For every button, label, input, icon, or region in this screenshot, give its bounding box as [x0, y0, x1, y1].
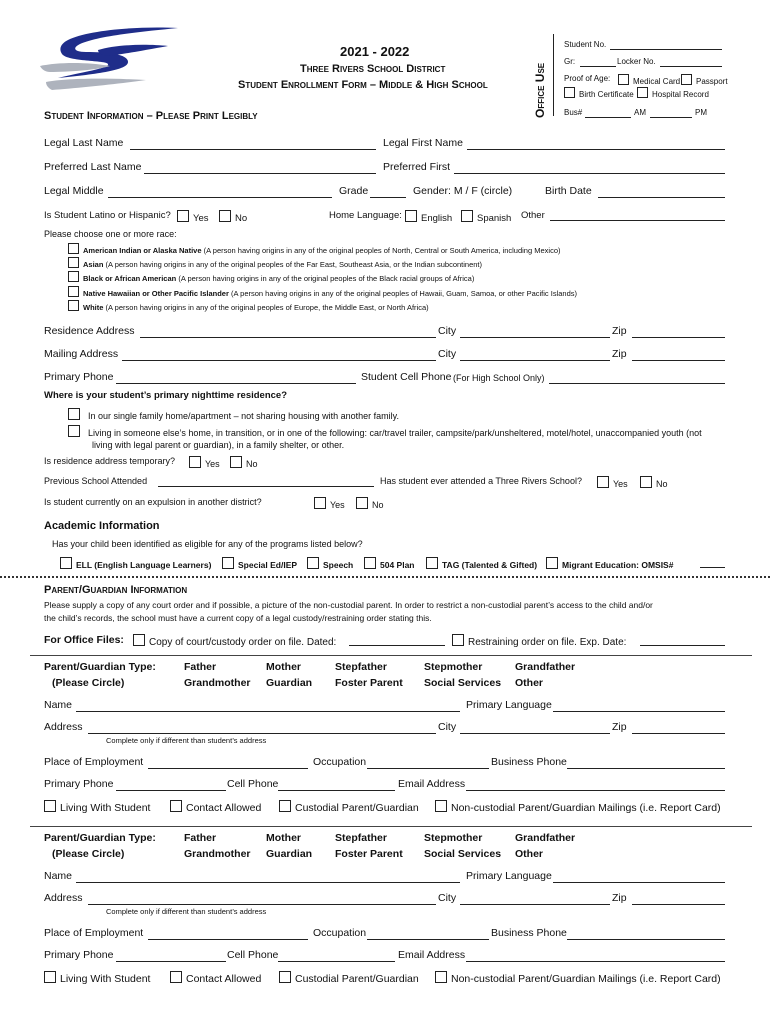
parent2-email-label: Email Address	[398, 949, 466, 961]
type-father[interactable]: Father	[184, 832, 217, 844]
latino-no-checkbox[interactable]	[219, 210, 231, 222]
parent1-zip-label: Zip	[612, 721, 627, 733]
parent2-zip-label: Zip	[612, 892, 627, 904]
passport-label: Passport	[696, 77, 728, 86]
parent2-employment-field[interactable]	[148, 939, 308, 940]
parent2-custodial-label: Custodial Parent/Guardian	[295, 973, 419, 985]
type-mother[interactable]: Mother	[266, 661, 301, 673]
program-label: Migrant Education: OMSIS#	[562, 560, 674, 570]
court-order-label: Copy of court/custody order on file. Dated:	[149, 637, 337, 648]
am-label: AM	[634, 108, 646, 117]
parent2-business-phone-field[interactable]	[567, 939, 725, 940]
type-stepmother[interactable]: Stepmother	[424, 661, 483, 673]
speech-checkbox[interactable]	[307, 557, 319, 569]
parent2-cell-phone-label: Cell Phone	[227, 949, 279, 961]
parent2-employment-label: Place of Employment	[44, 927, 144, 939]
parent1-cell-phone-label: Cell Phone	[227, 778, 279, 790]
attended-no-label: No	[656, 479, 668, 489]
parent1-custodial-checkbox[interactable]	[279, 800, 291, 812]
attended-yes-label: Yes	[613, 479, 628, 489]
preferred-first-field[interactable]	[454, 173, 725, 174]
race-row: Black or African American (A person having origins in any of the original peoples of the Black racial groups of Africa)	[68, 271, 474, 283]
parent2-zip-field[interactable]	[632, 904, 725, 905]
medical-card-checkbox[interactable]	[618, 74, 629, 85]
migrant-ed-checkbox[interactable]	[546, 557, 558, 569]
parent1-city-field[interactable]	[460, 733, 610, 734]
gr-field[interactable]	[580, 66, 616, 67]
office-use-divider	[553, 34, 554, 116]
parent1-zip-field[interactable]	[632, 733, 725, 734]
type-mother[interactable]: Mother	[266, 832, 301, 844]
parent1-noncustodial-label: Non-custodial Parent/Guardian Mailings (i.e. Report Card)	[451, 802, 721, 814]
parent2-email-field[interactable]	[466, 961, 725, 962]
parent2-city-label: City	[438, 892, 457, 904]
residence-city-label: City	[438, 325, 457, 337]
district-logo	[28, 22, 188, 102]
parent1-business-phone-field[interactable]	[567, 768, 725, 769]
expulsion-question: Is student currently on an expulsion in another district?	[44, 497, 262, 507]
race-row: American Indian or Alaska Native (A person having origins in any of the original peoples of North, Central or South America, including Mexico)	[68, 243, 560, 255]
parent2-city-field[interactable]	[460, 904, 610, 905]
court-order-checkbox[interactable]	[133, 634, 145, 646]
parent2-living-with-label: Living With Student	[60, 973, 151, 985]
restraining-order-label: Restraining order on file. Exp. Date:	[468, 637, 627, 648]
spanish-checkbox[interactable]	[461, 210, 473, 222]
expulsion-yes-checkbox[interactable]	[314, 497, 326, 509]
program-label: ELL (English Language Learners)	[76, 560, 212, 570]
legal-last-name-label: Legal Last Name	[44, 137, 124, 149]
parent2-name-label: Name	[44, 870, 73, 882]
type-grandfather[interactable]: Grandfather	[515, 661, 576, 673]
mailing-zip-field[interactable]	[632, 360, 725, 361]
grade-field[interactable]	[370, 197, 406, 198]
attended-question: Has student ever attended a Three Rivers School?	[380, 476, 582, 486]
parent1-custodial-label: Custodial Parent/Guardian	[295, 802, 419, 814]
type-guardian[interactable]: Guardian	[266, 848, 313, 860]
race-checkbox[interactable]	[68, 271, 79, 282]
english-checkbox[interactable]	[405, 210, 417, 222]
expulsion-yes-label: Yes	[330, 500, 345, 510]
nighttime-question: Where is your student’s primary nighttime residence?	[44, 390, 288, 401]
residence-zip-label: Zip	[612, 325, 627, 337]
parent1-living-with-checkbox[interactable]	[44, 800, 56, 812]
parent1-primary-phone-label: Primary Phone	[44, 778, 114, 790]
pm-label: PM	[695, 108, 707, 117]
parent1-email-field[interactable]	[466, 790, 725, 791]
legal-first-name-label: Legal First Name	[383, 137, 463, 149]
locker-no-field[interactable]	[660, 66, 722, 67]
academic-info-title: Academic Information	[44, 520, 160, 532]
type-father[interactable]: Father	[184, 661, 217, 673]
parent2-name-field[interactable]	[76, 882, 460, 883]
birth-certificate-checkbox[interactable]	[564, 87, 575, 98]
parent2-contact-allowed-checkbox[interactable]	[170, 971, 182, 983]
nighttime-option-checkbox[interactable]	[68, 425, 80, 437]
district-name: Three Rivers School District	[300, 63, 446, 75]
bus-label: Bus#	[564, 108, 583, 117]
legal-last-name-field[interactable]	[130, 149, 376, 150]
school-year: 2021 - 2022	[340, 44, 410, 59]
type-stepfather[interactable]: Stepfather	[335, 832, 387, 844]
expulsion-no-checkbox[interactable]	[356, 497, 368, 509]
high-school-only-note: (For High School Only)	[453, 373, 545, 383]
parent2-noncustodial-label: Non-custodial Parent/Guardian Mailings (i.e. Report Card)	[451, 973, 721, 985]
divider	[30, 655, 752, 656]
parent1-cell-phone-field[interactable]	[278, 790, 395, 791]
type-grandfather[interactable]: Grandfather	[515, 832, 576, 844]
parent2-noncustodial-checkbox[interactable]	[435, 971, 447, 983]
court-order-date-field[interactable]	[349, 645, 445, 646]
residence-address-label: Residence Address	[44, 325, 135, 337]
form-title: Student Enrollment Form – Middle & High School	[238, 79, 488, 91]
office-files-label: For Office Files:	[44, 634, 124, 646]
hospital-record-label: Hospital Record	[652, 90, 709, 99]
birth-date-field[interactable]	[598, 197, 725, 198]
parent1-living-with-label: Living With Student	[60, 802, 151, 814]
locker-no-label: Locker No.	[617, 57, 656, 66]
parent1-address-note: Complete only if different than student’s address	[106, 736, 267, 745]
legal-first-name-field[interactable]	[467, 149, 725, 150]
spanish-label: Spanish	[477, 213, 512, 224]
race-checkbox[interactable]	[68, 300, 79, 311]
type-foster-parent[interactable]: Foster Parent	[335, 848, 403, 860]
grade-label: Grade	[339, 185, 369, 197]
race-row: Native Hawaiian or Other Pacific Islander (A person having origins in any of the original peoples of Hawaii, Guam, Samoa, or other Pacific Islands)	[68, 286, 577, 298]
divider	[30, 826, 752, 827]
type-stepmother[interactable]: Stepmother	[424, 832, 483, 844]
parent1-business-phone-label: Business Phone	[491, 756, 567, 768]
parent2-primary-language-label: Primary Language	[466, 870, 552, 882]
type-grandmother[interactable]: Grandmother	[184, 848, 251, 860]
other-language-field[interactable]	[550, 220, 725, 221]
temporary-yes-label: Yes	[205, 459, 220, 469]
parent2-primary-language-field[interactable]	[553, 882, 725, 883]
parent2-primary-phone-field[interactable]	[116, 961, 226, 962]
parent2-cell-phone-field[interactable]	[278, 961, 395, 962]
omsis-field[interactable]	[700, 567, 725, 568]
program-label: 504 Plan	[380, 560, 415, 570]
section-separator	[0, 576, 770, 578]
other-language-label: Other	[521, 210, 545, 221]
latino-yes-checkbox[interactable]	[177, 210, 189, 222]
birth-certificate-label: Birth Certificate	[579, 90, 634, 99]
english-label: English	[421, 213, 453, 224]
parent1-type-label: Parent/Guardian Type:	[44, 661, 156, 673]
birth-date-label: Birth Date	[545, 185, 592, 197]
legal-middle-label: Legal Middle	[44, 185, 104, 197]
nighttime-option-2: Living in someone else’s home, in transition, or in one of the following: car/travel trailer, campsite/park/unsheltered, motel/hotel, unaccompanied youth (not	[88, 428, 702, 438]
parent1-address-label: Address	[44, 721, 83, 733]
parent1-occupation-field[interactable]	[367, 768, 489, 769]
parent1-name-field[interactable]	[76, 711, 460, 712]
expulsion-no-label: No	[372, 500, 384, 510]
type-social-services[interactable]: Social Services	[424, 848, 502, 860]
primary-phone-field[interactable]	[116, 383, 356, 384]
type-other[interactable]: Other	[515, 677, 544, 689]
office-use-label: Office Use	[533, 62, 547, 118]
student-cell-label: Student Cell Phone	[361, 371, 452, 383]
type-stepfather[interactable]: Stepfather	[335, 661, 387, 673]
race-checkbox[interactable]	[68, 257, 79, 268]
program-label: TAG (Talented & Gifted)	[442, 560, 538, 570]
bus-pm-field[interactable]	[650, 117, 692, 118]
program-label: Speech	[323, 560, 354, 570]
parent2-address-note: Complete only if different than student’s address	[106, 907, 267, 916]
residence-zip-field[interactable]	[632, 337, 725, 338]
nighttime-option-checkbox[interactable]	[68, 408, 80, 420]
latino-yes-label: Yes	[193, 213, 209, 224]
program-label: Special Ed/IEP	[238, 560, 298, 570]
latino-question: Is Student Latino or Hispanic?	[44, 210, 171, 221]
parent-note-line-2: the child’s records, the school must have a current copy of a legal custody/restraining order stating this.	[44, 613, 432, 623]
primary-phone-label: Primary Phone	[44, 371, 114, 383]
student-no-field[interactable]	[610, 49, 722, 50]
parent2-address-field[interactable]	[88, 904, 436, 905]
mailing-address-field[interactable]	[122, 360, 436, 361]
parent2-occupation-label: Occupation	[313, 927, 367, 939]
parent1-name-label: Name	[44, 699, 73, 711]
parent2-living-with-checkbox[interactable]	[44, 971, 56, 983]
race-row: White (A person having origins in any of the original peoples of Europe, the Middle East, or North Africa)	[68, 300, 429, 312]
parent1-primary-phone-field[interactable]	[116, 790, 226, 791]
504-plan-checkbox[interactable]	[364, 557, 376, 569]
restraining-order-checkbox[interactable]	[452, 634, 464, 646]
tag-checkbox[interactable]	[426, 557, 438, 569]
legal-middle-field[interactable]	[108, 197, 332, 198]
type-social-services[interactable]: Social Services	[424, 677, 502, 689]
previous-school-label: Previous School Attended	[44, 476, 148, 486]
special-ed-checkbox[interactable]	[222, 557, 234, 569]
parent2-business-phone-label: Business Phone	[491, 927, 567, 939]
attended-yes-checkbox[interactable]	[597, 476, 609, 488]
parent1-primary-language-field[interactable]	[553, 711, 725, 712]
proof-of-age-label: Proof of Age:	[564, 74, 611, 83]
student-no-label: Student No.	[564, 40, 607, 49]
race-checkbox[interactable]	[68, 286, 79, 297]
parent-info-title: Parent/Guardian Information	[44, 584, 188, 596]
race-checkbox[interactable]	[68, 243, 79, 254]
mailing-zip-label: Zip	[612, 348, 627, 360]
latino-no-label: No	[235, 213, 248, 224]
parent1-contact-allowed-label: Contact Allowed	[186, 802, 262, 814]
nighttime-option-1: In our single family home/apartment – not sharing housing with another family.	[88, 411, 399, 421]
parent1-city-label: City	[438, 721, 457, 733]
restraining-exp-date-field[interactable]	[640, 645, 725, 646]
temporary-question: Is residence address temporary?	[44, 456, 176, 466]
passport-checkbox[interactable]	[681, 74, 692, 85]
programs-question: Has your child been identified as eligible for any of the programs listed below?	[52, 539, 363, 549]
mailing-address-label: Mailing Address	[44, 348, 119, 360]
parent1-employment-field[interactable]	[148, 768, 308, 769]
parent2-please-circle: (Please Circle)	[52, 848, 125, 860]
temporary-yes-checkbox[interactable]	[189, 456, 201, 468]
mailing-city-label: City	[438, 348, 457, 360]
preferred-last-name-label: Preferred Last Name	[44, 161, 142, 173]
parent1-address-field[interactable]	[88, 733, 436, 734]
race-row: Asian (A person having origins in any of the original peoples of the Far East, Southeast Asia, or the Indian subcontinent)	[68, 257, 482, 269]
temporary-no-label: No	[246, 459, 258, 469]
parent-note-line-1: Please supply a copy of any court order and if possible, a picture of the non-custodial parent. In order to restrict a non-custodial parent’s access to the child and/or	[44, 600, 653, 610]
parent1-noncustodial-checkbox[interactable]	[435, 800, 447, 812]
parent2-primary-phone-label: Primary Phone	[44, 949, 114, 961]
parent1-contact-allowed-checkbox[interactable]	[170, 800, 182, 812]
ell-checkbox[interactable]	[60, 557, 72, 569]
residence-city-field[interactable]	[460, 337, 610, 338]
type-guardian[interactable]: Guardian	[266, 677, 313, 689]
parent2-contact-allowed-label: Contact Allowed	[186, 973, 262, 985]
mailing-city-field[interactable]	[460, 360, 610, 361]
race-prompt: Please choose one or more race:	[44, 229, 177, 239]
temporary-no-checkbox[interactable]	[230, 456, 242, 468]
parent1-please-circle: (Please Circle)	[52, 677, 125, 689]
parent1-email-label: Email Address	[398, 778, 466, 790]
parent1-occupation-label: Occupation	[313, 756, 367, 768]
parent2-occupation-field[interactable]	[367, 939, 489, 940]
home-language-label: Home Language:	[329, 210, 402, 221]
student-cell-field[interactable]	[549, 383, 725, 384]
type-other[interactable]: Other	[515, 848, 544, 860]
nighttime-option-2-cont: living with legal parent or guardian), in a family shelter, or other.	[92, 440, 345, 450]
medical-card-label: Medical Card	[633, 77, 681, 86]
residence-address-field[interactable]	[140, 337, 436, 338]
type-grandmother[interactable]: Grandmother	[184, 677, 251, 689]
parent2-type-label: Parent/Guardian Type:	[44, 832, 156, 844]
parent2-custodial-checkbox[interactable]	[279, 971, 291, 983]
type-foster-parent[interactable]: Foster Parent	[335, 677, 403, 689]
student-info-title: Student Information – Please Print Legibly	[44, 110, 258, 122]
parent1-employment-label: Place of Employment	[44, 756, 144, 768]
bus-am-field[interactable]	[585, 117, 631, 118]
preferred-last-name-field[interactable]	[144, 173, 376, 174]
parent2-address-label: Address	[44, 892, 83, 904]
hospital-record-checkbox[interactable]	[637, 87, 648, 98]
parent1-primary-language-label: Primary Language	[466, 699, 552, 711]
previous-school-field[interactable]	[158, 486, 374, 487]
preferred-first-label: Preferred First	[383, 161, 451, 173]
attended-no-checkbox[interactable]	[640, 476, 652, 488]
gr-label: Gr:	[564, 57, 576, 66]
gender-label: Gender: M / F (circle)	[413, 185, 513, 197]
